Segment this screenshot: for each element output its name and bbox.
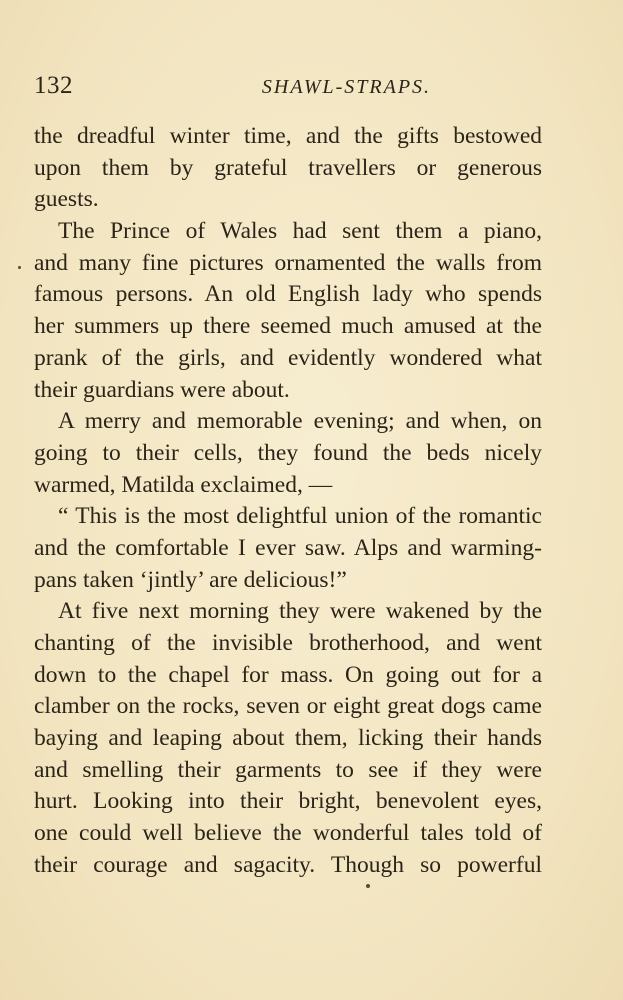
text-line: At five next morning they were wakened by the [58,598,542,625]
text-line: their guardians were about. [34,376,290,403]
text-line: upon them by grateful travellers or generous [34,154,542,181]
text-line: and smelling their garments to see if they were [34,756,542,783]
text-line: chanting of the invisible brotherhood, and went [34,630,542,656]
text-line: going to their cells, they found the beds nicely [34,439,542,466]
page-number: 132 [34,72,73,99]
text-line: and the comfortable I ever saw. Alps and warming- [34,534,542,561]
text-line: hurt. Looking into their bright, benevolent eyes, [34,788,542,815]
text-line: her summers up there seemed much amused at the [34,313,542,340]
ink-speck [18,266,21,269]
text-line: their courage and sagacity. Though so powerful [34,851,542,878]
text-line: pans taken ‘jintly’ are delicious!” [34,566,347,593]
text-line: “ This is the most delightful union of the romantic [58,503,542,530]
text-line: famous persons. An old English lady who spends [34,281,542,308]
text-line: and many fine pictures ornamented the walls from [34,249,542,276]
ink-speck [366,884,370,888]
text-line: warmed, Matilda exclaimed, — [34,471,333,498]
text-line: the dreadful winter time, and the gifts bestowed [34,123,542,149]
text-line: baying and leaping about them, licking their hands [34,725,542,752]
running-title: SHAWL-STRAPS. [261,76,432,98]
text-line: prank of the girls, and evidently wondered what [34,344,542,371]
text-line: guests. [34,186,99,213]
running-head [34,72,579,104]
body-text [34,121,542,882]
text-line: down to the chapel for mass. On going out for a [34,661,542,688]
text-line: one could well believe the wonderful tales told of [34,820,542,847]
text-line: A merry and memorable evening; and when, on [58,408,542,435]
text-line: The Prince of Wales had sent them a piano, [58,218,542,245]
text-line: clamber on the rocks, seven or eight great dogs came [34,693,542,720]
